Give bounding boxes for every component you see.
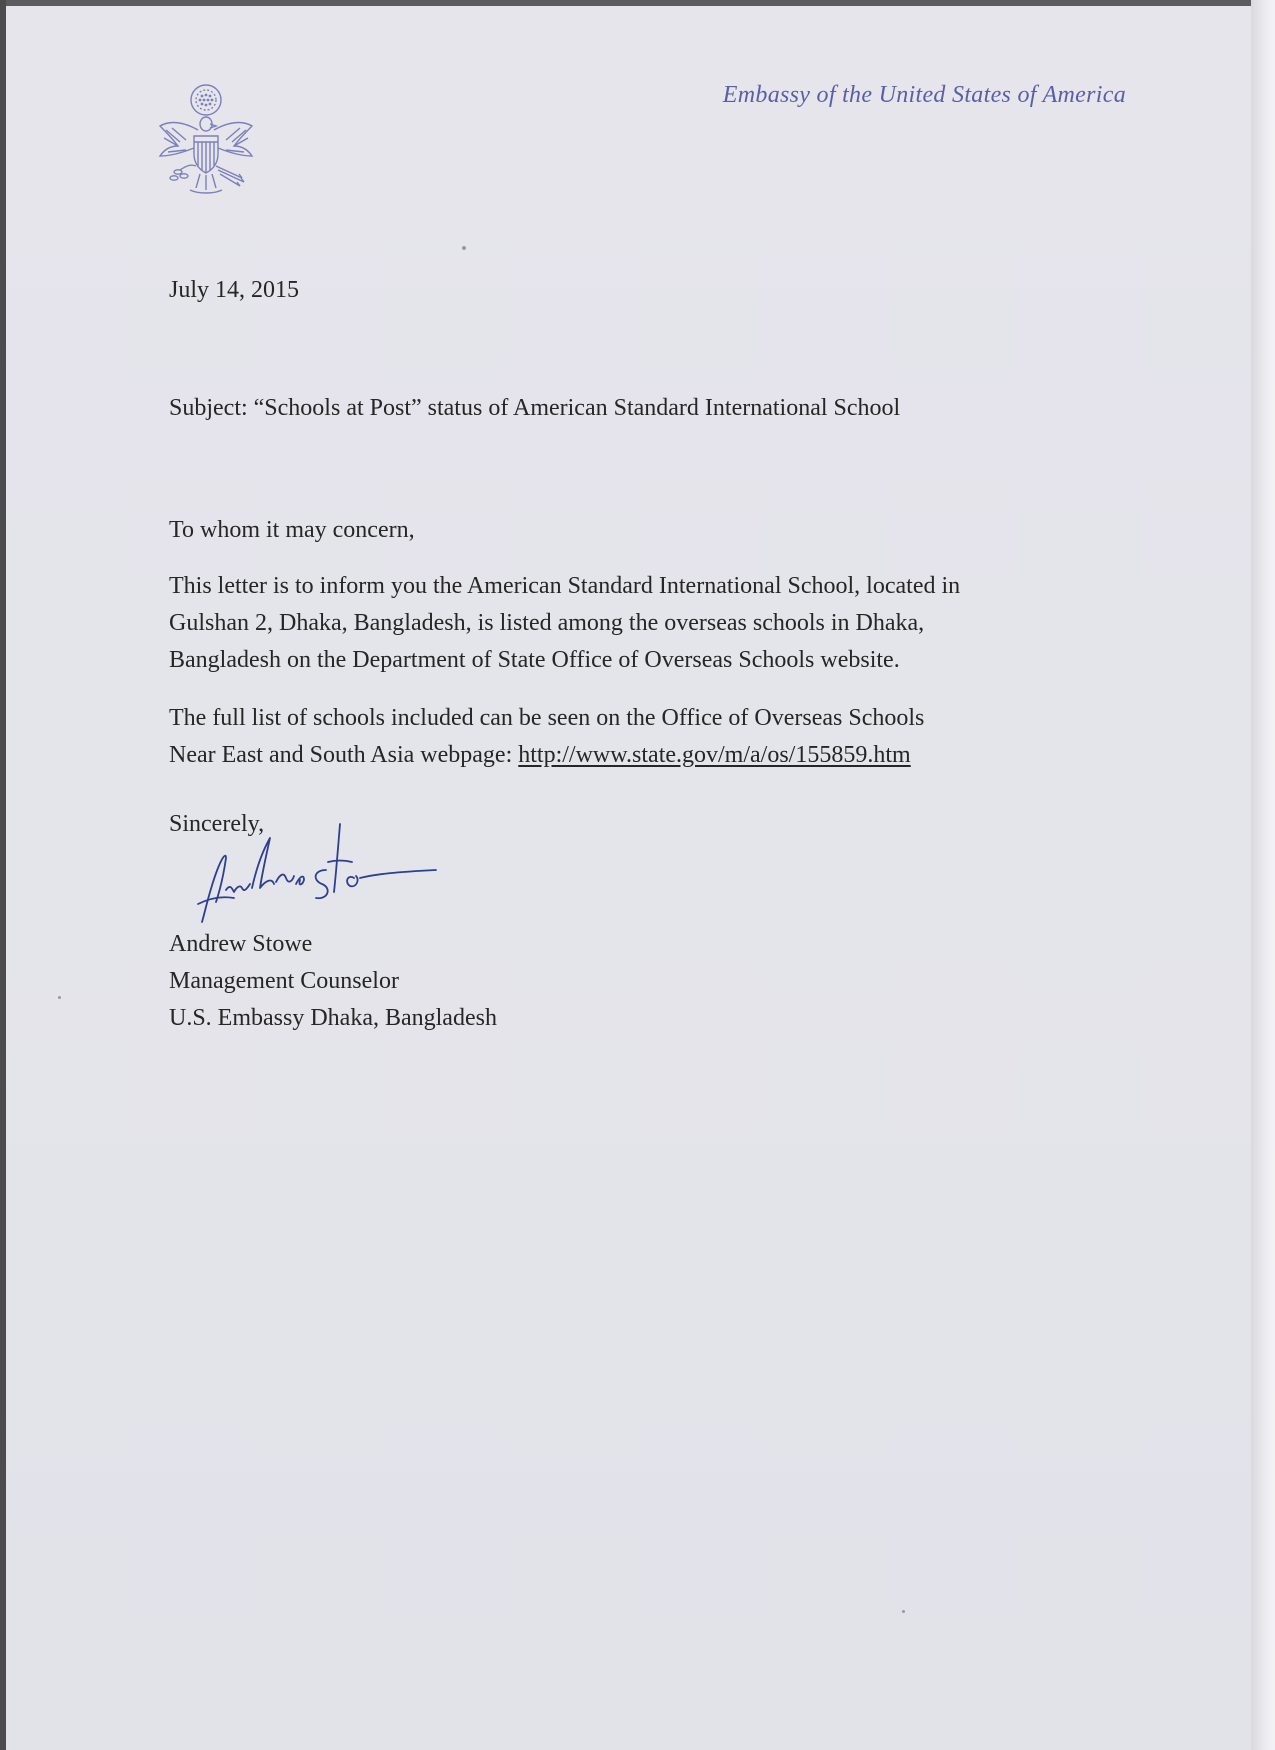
body-paragraph-2	[169, 700, 1129, 774]
paragraph-line: Bangladesh on the Department of State Office of Overseas Schools website.	[169, 647, 900, 673]
scan-speck	[58, 996, 61, 999]
scan-speck	[462, 246, 466, 250]
paragraph-line: Gulshan 2, Dhaka, Bangladesh, is listed among the overseas schools in Dhaka,	[169, 610, 925, 636]
signatory-title: Management Counselor	[169, 968, 399, 994]
body-paragraph-1	[169, 568, 1129, 679]
handwritten-signature-icon	[196, 818, 446, 926]
scan-right-edge	[1251, 0, 1275, 1750]
paragraph-line: The full list of schools included can be seen on the Office of Overseas Schools	[169, 705, 925, 731]
letter-subject: Subject: “Schools at Post” status of American Standard International School	[169, 395, 901, 421]
paragraph-line: This letter is to inform you the American Standard International School, located in	[169, 573, 961, 599]
schools-webpage-link[interactable]: http://www.state.gov/m/a/os/155859.htm	[518, 742, 911, 768]
paragraph-line	[169, 737, 1129, 774]
closing: Sincerely,	[169, 811, 265, 837]
letter-date: July 14, 2015	[169, 277, 300, 303]
great-seal-icon	[150, 80, 262, 198]
letter-page	[6, 6, 1256, 1750]
scan-speck	[902, 1610, 905, 1613]
link-intro-text: Near East and South Asia webpage:	[169, 742, 519, 768]
signatory-organization: U.S. Embassy Dhaka, Bangladesh	[169, 1005, 497, 1031]
letterhead-title: Embassy of the United States of America	[722, 82, 1126, 108]
salutation: To whom it may concern,	[169, 517, 415, 543]
signatory-name: Andrew Stowe	[169, 931, 313, 957]
